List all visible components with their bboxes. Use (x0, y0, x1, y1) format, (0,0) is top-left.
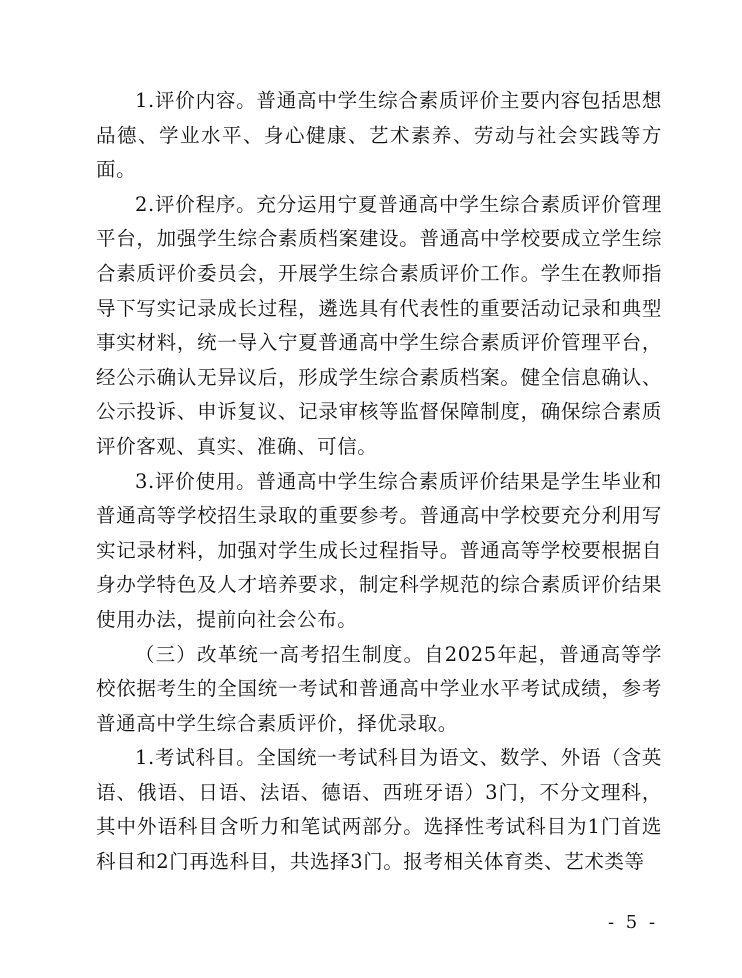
paragraph-evaluation-content: 1.评价内容。普通高中学生综合素质评价主要内容包括思想品德、学业水平、身心健康、艺术素养、劳动与社会实践等方面。 (96, 89, 662, 182)
paragraph-exam-subjects: 1.考试科目。全国统一考试科目为语文、数学、外语（含英语、俄语、日语、法语、德语、西班牙语）3门，不分文理科，其中外语科目含听力和笔试两部分。选择性考试科目为1门首选科目和2门再选科目，共选择3门。报考相关体育类、艺术类等 (96, 746, 662, 874)
paragraph-evaluation-procedure: 2.评价程序。充分运用宁夏普通高中学生综合素质评价管理平台，加强学生综合素质档案建设。普通高中学校要成立学生综合素质评价委员会，开展学生综合素质评价工作。学生在教师指导下写实记录成长过程，遴选具有代表性的重要活动记录和典型事实材料，统一导入宁夏普通高中学生综合素质评价管理平台，经公示确认无异议后，形成学生综合素质档案。健全信息确认、公示投诉、申诉复议、记录审核等监督保障制度，确保综合素质评价客观、真实、准确、可信。 (96, 192, 662, 458)
paragraph-exam-reform-heading: （三）改革统一高考招生制度。自2025年起，普通高等学校依据考生的全国统一考试和普通高中学业水平考试成绩，参考普通高中学生综合素质评价，择优录取。 (96, 642, 662, 735)
page-number: - 5 - (608, 912, 659, 933)
paragraph-evaluation-use: 3.评价使用。普通高中学生综合素质评价结果是学生毕业和普通高等学校招生录取的重要参考。普通高中学校要充分利用写实记录材料，加强对学生成长过程指导。普通高等学校要根据自身办学特色及人才培养要求，制定科学规范的综合素质评价结果使用办法，提前向社会公布。 (96, 469, 662, 631)
document-body (96, 84, 662, 880)
